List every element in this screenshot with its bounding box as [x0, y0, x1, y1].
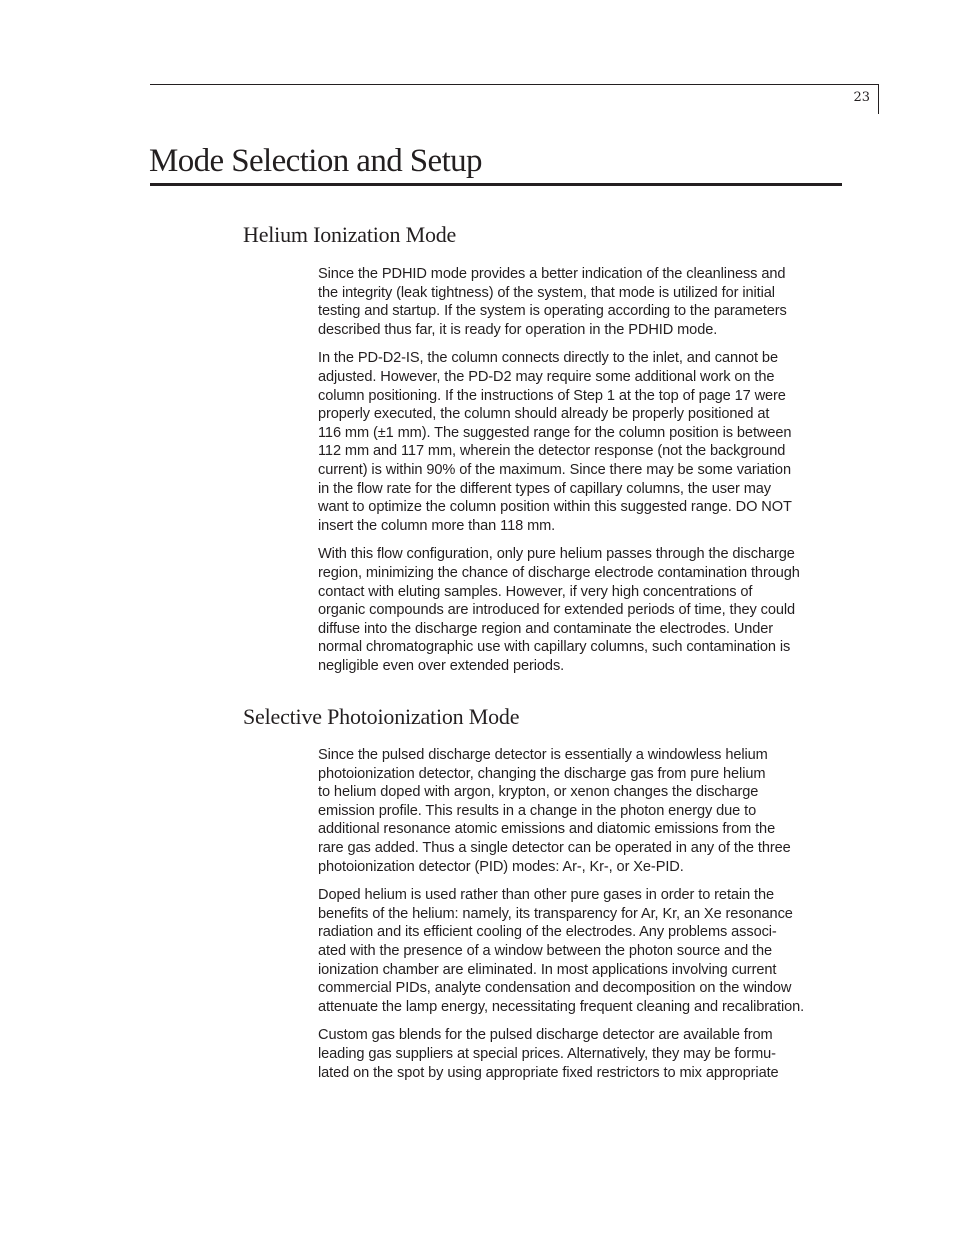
text-line: 116 mm (±1 mm). The suggested range for the column position is between	[318, 424, 792, 441]
text-line: properly executed, the column should already be properly positioned at	[318, 406, 770, 423]
text-line: negligible even over extended periods.	[318, 657, 565, 674]
chapter-title: Mode Selection and Setup	[149, 143, 482, 179]
text-line: attenuate the lamp energy, necessitating frequent cleaning and recalibration.	[318, 998, 805, 1015]
text-line: the integrity (leak tightness) of the system, that mode is utilized for initial	[318, 284, 775, 301]
section-body-selective-photoionization	[318, 746, 842, 1092]
text-line: described thus far, it is ready for operation in the PDHID mode.	[318, 321, 718, 338]
text-line: photoionization detector, changing the discharge gas from pure helium	[318, 765, 766, 782]
text-line: diffuse into the discharge region and contaminate the electrodes. Under	[318, 620, 774, 637]
body-paragraph	[318, 746, 842, 876]
text-line: ated with the presence of a window between the photon source and the	[318, 942, 773, 959]
text-line: leading gas suppliers at special prices. Alternatively, they may be formu-	[318, 1045, 776, 1062]
text-line: want to optimize the column position within this suggested range. DO NOT	[318, 499, 792, 516]
text-line: ionization chamber are eliminated. In most applications involving current	[318, 961, 777, 978]
text-line: emission profile. This results in a change in the photon energy due to	[318, 802, 757, 819]
text-line: In the PD-D2-IS, the column connects directly to the inlet, and cannot be	[318, 350, 778, 367]
body-paragraph	[318, 1026, 842, 1082]
text-line: additional resonance atomic emissions and diatomic emissions from the	[318, 821, 776, 838]
title-rule	[150, 183, 842, 186]
text-line: lated on the spot by using appropriate fixed restrictors to mix appropriate	[318, 1064, 779, 1081]
text-line: With this flow configuration, only pure helium passes through the discharge	[318, 546, 795, 563]
body-paragraph	[318, 545, 842, 675]
text-line: benefits of the helium: namely, its transparency for Ar, Kr, an Xe resonance	[318, 905, 793, 922]
text-line: Since the pulsed discharge detector is essentially a windowless helium	[318, 747, 768, 763]
text-line: current) is within 90% of the maximum. Since there may be some variation	[318, 461, 791, 478]
section-body-helium-ionization	[318, 265, 842, 685]
text-line: to helium doped with argon, krypton, or xenon changes the discharge	[318, 784, 759, 801]
body-paragraph	[318, 265, 842, 339]
text-line: testing and startup. If the system is operating according to the parameters	[318, 303, 787, 320]
text-line: adjusted. However, the PD-D2 may require some additional work on the	[318, 368, 775, 385]
text-line: radiation and its efficient cooling of the electrodes. Any problems associ-	[318, 924, 777, 941]
body-paragraph	[318, 886, 842, 1016]
section-heading-selective-photoionization: Selective Photoionization Mode	[243, 704, 520, 729]
header-tick	[878, 84, 879, 114]
body-paragraph	[318, 349, 842, 535]
text-line: 112 mm and 117 mm, wherein the detector response (not the background	[318, 443, 786, 460]
text-line: commercial PIDs, analyte condensation and decomposition on the window	[318, 980, 792, 997]
page-number: 23	[853, 90, 870, 105]
text-line: column positioning. If the instructions of Step 1 at the top of page 17 were	[318, 387, 786, 404]
text-line: organic compounds are introduced for extended periods of time, they could	[318, 602, 796, 619]
text-line: Since the PDHID mode provides a better indication of the cleanliness and	[318, 266, 786, 282]
section-heading-helium-ionization: Helium Ionization Mode	[243, 222, 457, 247]
text-line: contact with eluting samples. However, if very high concentrations of	[318, 583, 753, 600]
text-line: photoionization detector (PID) modes: Ar-, Kr-, or Xe-PID.	[318, 858, 684, 875]
text-line: in the flow rate for the different types of capillary columns, the user may	[318, 480, 771, 497]
text-line: rare gas added. Thus a single detector can be operated in any of the three	[318, 839, 791, 856]
text-line: Custom gas blends for the pulsed discharge detector are available from	[318, 1027, 773, 1044]
text-line: insert the column more than 118 mm.	[318, 517, 556, 534]
header-rule	[150, 84, 879, 85]
text-line: normal chromatographic use with capillary columns, such contamination is	[318, 639, 791, 656]
text-line: region, minimizing the chance of discharge electrode contamination through	[318, 564, 800, 581]
text-line: Doped helium is used rather than other pure gases in order to retain the	[318, 887, 775, 904]
